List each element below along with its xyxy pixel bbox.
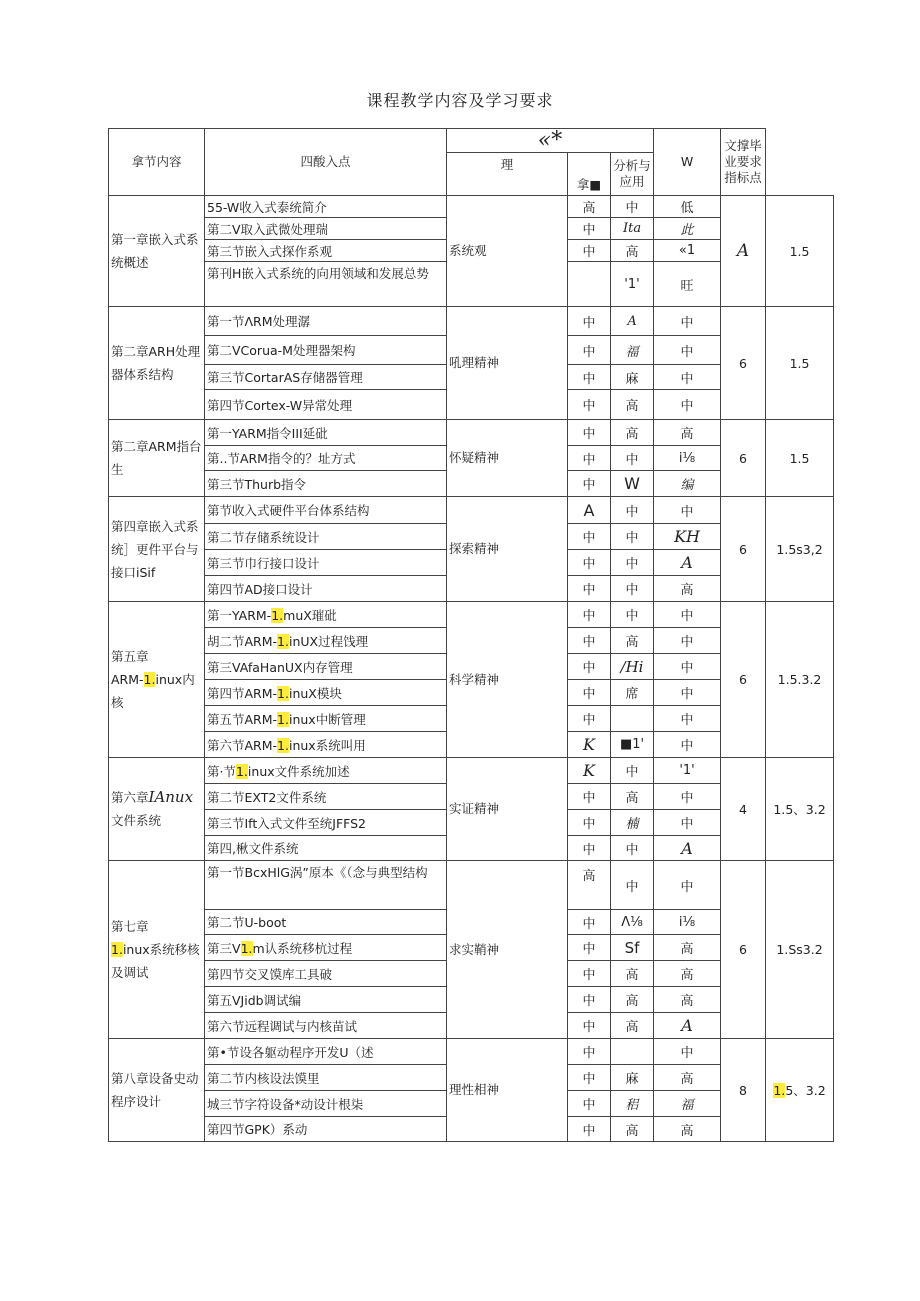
section-title: 第三VAfaHanUX内存管理 [205, 654, 447, 680]
level-understand: 中 [568, 1091, 611, 1117]
level-understand: 中 [568, 390, 611, 420]
section-title: 第三节Ift入式文件至统JFFS2 [205, 810, 447, 836]
level-master [611, 706, 654, 732]
level-apply: i⅛ [654, 910, 721, 935]
table-row [109, 196, 834, 218]
level-apply: 中 [654, 654, 721, 680]
level-understand: 中 [568, 706, 611, 732]
support-indicator: 1.5 [766, 420, 834, 497]
section-title-part: 第四节ARM- [207, 685, 278, 701]
table-row [109, 420, 834, 446]
level-apply: «1 [654, 240, 721, 262]
level-understand: 中 [568, 654, 611, 680]
highlight-mark: 1. [277, 633, 289, 649]
level-understand: 中 [568, 365, 611, 390]
section-title: 第三节嵌入式探作系观 [205, 240, 447, 262]
level-understand: 中 [568, 420, 611, 446]
level-understand: 中 [568, 307, 611, 336]
level-master: 席 [611, 680, 654, 706]
level-master: 中 [611, 497, 654, 524]
level-understand: 高 [568, 861, 611, 910]
ideology-point: 怀疑精神 [447, 420, 568, 497]
level-apply: 中 [654, 336, 721, 365]
support-indicator: 1.Ss3.2 [766, 861, 834, 1039]
header-level-master: 拿■ [568, 153, 611, 196]
section-title [205, 628, 447, 654]
section-title: 第三节巾行接口设计 [205, 550, 447, 576]
highlight-mark: 1. [235, 763, 248, 779]
table-row [109, 602, 834, 628]
level-master: 稆 [611, 1091, 654, 1117]
highlight-mark: 1. [111, 942, 123, 957]
section-title: 第二节存储系统设计 [205, 524, 447, 550]
level-apply: 编 [654, 471, 721, 497]
section-title: 第三节Thurb指令 [205, 471, 447, 497]
level-understand: A [568, 497, 611, 524]
hours: 8 [721, 1039, 766, 1142]
level-master: 高 [611, 987, 654, 1013]
section-title-part: inuX模块 [288, 685, 342, 701]
level-master: 高 [611, 628, 654, 654]
level-apply: 高 [654, 987, 721, 1013]
level-master: 福 [611, 336, 654, 365]
ideology-point: 系统观 [447, 196, 568, 307]
level-understand: 高 [568, 196, 611, 218]
hours: A [721, 196, 766, 307]
section-title [205, 706, 447, 732]
section-title-part: 第五节ARM- [207, 711, 278, 727]
section-title: 第一YARM指令III延砒 [205, 420, 447, 446]
level-master: Λ⅛ [611, 910, 654, 935]
level-apply: 高 [654, 961, 721, 987]
support-indicator [766, 1039, 834, 1142]
level-apply: i⅛ [654, 446, 721, 471]
level-master: 中 [611, 446, 654, 471]
level-master: Sf [611, 935, 654, 961]
level-apply: KH [654, 524, 721, 550]
section-title: 第四,楸文件系统 [205, 836, 447, 861]
level-apply: 中 [654, 602, 721, 628]
section-title: 第六节远程调试与内核苗试 [205, 1013, 447, 1039]
level-apply: 中 [654, 680, 721, 706]
section-title-part: inUX过程饯理 [288, 633, 369, 649]
highlight-mark: 1. [240, 940, 253, 956]
ideology-point: 科学精神 [447, 602, 568, 758]
header-content: 拿节内容 [109, 129, 205, 196]
chapter-name: 第四章嵌入式系统］更件平台与接口iSif [109, 497, 205, 602]
level-apply: 高 [654, 1065, 721, 1091]
section-title [205, 680, 447, 706]
level-master: Ita [611, 218, 654, 240]
level-master: 高 [611, 961, 654, 987]
level-understand: K [568, 758, 611, 784]
highlight-mark: 1. [773, 1083, 786, 1098]
table-row [109, 861, 834, 910]
level-master: 高 [611, 390, 654, 420]
section-title-part: inux系统叫用 [288, 737, 366, 753]
level-apply: 低 [654, 196, 721, 218]
section-title-part: inux文件系统加述 [247, 763, 350, 779]
support-indicator: 1.5 [766, 307, 834, 420]
section-title: 第节收入式硬件平台体系结构 [205, 497, 447, 524]
level-apply: 中 [654, 861, 721, 910]
level-understand: 中 [568, 336, 611, 365]
section-title-part: m认系统移杭过程 [252, 940, 353, 956]
level-apply: 中 [654, 706, 721, 732]
hours: 6 [721, 420, 766, 497]
level-master [611, 1039, 654, 1065]
header-row-1 [109, 129, 834, 153]
level-master: W [611, 471, 654, 497]
section-title: 第二V取入武微处理瑞 [205, 218, 447, 240]
section-title: 第三节CortarAS存储器管理 [205, 365, 447, 390]
section-title: 第四节AD接口设计 [205, 576, 447, 602]
level-apply: 福 [654, 1091, 721, 1117]
level-apply: 高 [654, 935, 721, 961]
ideology-point: 理性相神 [447, 1039, 568, 1142]
level-understand: 中 [568, 836, 611, 861]
level-apply: 高 [654, 576, 721, 602]
level-apply: 中 [654, 365, 721, 390]
section-title: 第四节Cortex-W异常处理 [205, 390, 447, 420]
section-title: 第刊H嵌入式系统的向用领域和发展总势 [205, 262, 447, 307]
section-title: 第二节内核设法馍里 [205, 1065, 447, 1091]
section-title [205, 758, 447, 784]
section-title: 第四节交叉馍库工具破 [205, 961, 447, 987]
hours: 6 [721, 497, 766, 602]
chapter-name-prefix: 第五章 [111, 649, 149, 664]
level-understand: 中 [568, 935, 611, 961]
header-ideology: 四酸入点 [205, 129, 447, 196]
hours: 6 [721, 307, 766, 420]
section-title [205, 935, 447, 961]
chapter-name-part: 文件系统 [111, 813, 162, 828]
chapter-name-part: inux系统移核及调试 [111, 942, 200, 980]
chapter-name-part: IAnux [148, 788, 194, 806]
level-master: '1' [611, 262, 654, 307]
level-understand: 中 [568, 240, 611, 262]
level-apply: 中 [654, 497, 721, 524]
level-master: 中 [611, 861, 654, 910]
level-master: 高 [611, 1013, 654, 1039]
support-indicator: 1.5、3.2 [766, 758, 834, 861]
level-understand: 中 [568, 680, 611, 706]
section-title: 第二节U-boot [205, 910, 447, 935]
hours: 4 [721, 758, 766, 861]
level-apply: A [654, 550, 721, 576]
highlight-mark: 1. [271, 607, 284, 623]
section-title: 第四节GPK）系动 [205, 1117, 447, 1142]
level-understand: 中 [568, 218, 611, 240]
level-apply: 中 [654, 628, 721, 654]
level-apply: 中 [654, 732, 721, 758]
section-title-part: 第六节ARM- [207, 737, 278, 753]
support-indicator-part: 5、3.2 [785, 1083, 826, 1098]
support-indicator: 1.5 [766, 196, 834, 307]
ideology-point: 实证精神 [447, 758, 568, 861]
level-apply: A [654, 836, 721, 861]
section-title-part: 第一YARM- [207, 607, 272, 623]
section-title: 55-W收入式泰统简介 [205, 196, 447, 218]
level-apply: 高 [654, 420, 721, 446]
section-title-part: 胡二节ARM- [207, 633, 278, 649]
section-title-part: 第·节 [207, 763, 236, 779]
level-understand: 中 [568, 961, 611, 987]
chapter-name: 第一章嵌入式系统概述 [109, 196, 205, 307]
section-title: 第二VCorua-M处理器架构 [205, 336, 447, 365]
section-title: 第二节EXT2文件系统 [205, 784, 447, 810]
section-title: 城三节字符设备*动设计根柒 [205, 1091, 447, 1117]
level-master: 高 [611, 420, 654, 446]
section-title: 第•节设各躯动程序开发U（述 [205, 1039, 447, 1065]
hours: 6 [721, 602, 766, 758]
table-row [109, 307, 834, 336]
level-apply: 高 [654, 1117, 721, 1142]
level-understand: K [568, 732, 611, 758]
level-apply: 中 [654, 1039, 721, 1065]
table-row [109, 758, 834, 784]
course-content-table [108, 128, 834, 1142]
level-understand: 中 [568, 576, 611, 602]
header-support: 文撑毕业要求指标点 [721, 129, 766, 196]
chapter-name: 第二章ARH处理器体系结构 [109, 307, 205, 420]
level-apply: 中 [654, 784, 721, 810]
level-understand [568, 262, 611, 307]
chapter-name-part: inux内核 [111, 672, 195, 710]
header-hours: W [654, 129, 721, 196]
level-apply: 中 [654, 810, 721, 836]
level-master: 中 [611, 602, 654, 628]
ideology-point: 探索精神 [447, 497, 568, 602]
support-indicator: 1.5.3.2 [766, 602, 834, 758]
table-row [109, 1039, 834, 1065]
chapter-name-part: ARM- [111, 672, 144, 687]
chapter-name [109, 861, 205, 1039]
level-understand: 中 [568, 1013, 611, 1039]
highlight-mark: 1. [277, 737, 289, 753]
header-level-understand: 理 [447, 153, 568, 196]
section-title-part: 第三V [207, 940, 241, 956]
header-level-group: «* [447, 129, 654, 153]
level-master: 麻 [611, 365, 654, 390]
level-apply: 中 [654, 307, 721, 336]
chapter-name [109, 758, 205, 861]
level-master: A [611, 307, 654, 336]
level-master: 中 [611, 524, 654, 550]
level-master: 麻 [611, 1065, 654, 1091]
level-understand: 中 [568, 524, 611, 550]
level-apply: '1' [654, 758, 721, 784]
section-title-part: muX璀砒 [283, 607, 337, 623]
level-apply: 中 [654, 390, 721, 420]
section-title [205, 732, 447, 758]
level-master: 楠 [611, 810, 654, 836]
level-master: 中 [611, 576, 654, 602]
chapter-name-part: 第六章 [111, 790, 149, 805]
level-apply: A [654, 1013, 721, 1039]
hours: 6 [721, 861, 766, 1039]
level-understand: 中 [568, 910, 611, 935]
chapter-name [109, 602, 205, 758]
level-understand: 中 [568, 987, 611, 1013]
page-title: 课程教学内容及学习要求 [366, 91, 554, 110]
level-master: ■1' [611, 732, 654, 758]
chapter-name: 第二章ARM指台生 [109, 420, 205, 497]
level-master: 中 [611, 196, 654, 218]
highlight-mark: 1. [143, 672, 156, 687]
level-understand: 中 [568, 1117, 611, 1142]
ideology-point: 求实鞘神 [447, 861, 568, 1039]
chapter-name: 第八章设备史动程序设计 [109, 1039, 205, 1142]
section-title-part: inux中断管理 [288, 711, 366, 727]
ideology-point: 吼理精神 [447, 307, 568, 420]
level-understand: 中 [568, 1039, 611, 1065]
level-understand: 中 [568, 602, 611, 628]
level-understand: 中 [568, 550, 611, 576]
highlight-mark: 1. [277, 685, 289, 701]
level-master: 中 [611, 758, 654, 784]
level-understand: 中 [568, 1065, 611, 1091]
level-understand: 中 [568, 628, 611, 654]
level-master: 中 [611, 550, 654, 576]
section-title: 第五VJidb调试编 [205, 987, 447, 1013]
table-row [109, 497, 834, 524]
highlight-mark: 1. [277, 711, 289, 727]
support-indicator: 1.5s3,2 [766, 497, 834, 602]
level-apply: 旺 [654, 262, 721, 307]
level-master: /Hi [611, 654, 654, 680]
chapter-name-part: 第七章 [111, 919, 149, 934]
level-understand: 中 [568, 784, 611, 810]
section-title: 第一节ΛRM处理潺 [205, 307, 447, 336]
section-title [205, 602, 447, 628]
level-master: 高 [611, 784, 654, 810]
level-master: 高 [611, 240, 654, 262]
section-title: 第..节ARM指令的？址方式 [205, 446, 447, 471]
level-apply: 此 [654, 218, 721, 240]
level-understand: 中 [568, 810, 611, 836]
level-understand: 中 [568, 471, 611, 497]
level-master: 中 [611, 836, 654, 861]
header-level-apply: 分析与应用 [611, 153, 654, 196]
section-title: 第一节BcxHlG涡”原本《（念与典型结构 [205, 861, 447, 910]
level-understand: 中 [568, 446, 611, 471]
level-master: 高 [611, 1117, 654, 1142]
